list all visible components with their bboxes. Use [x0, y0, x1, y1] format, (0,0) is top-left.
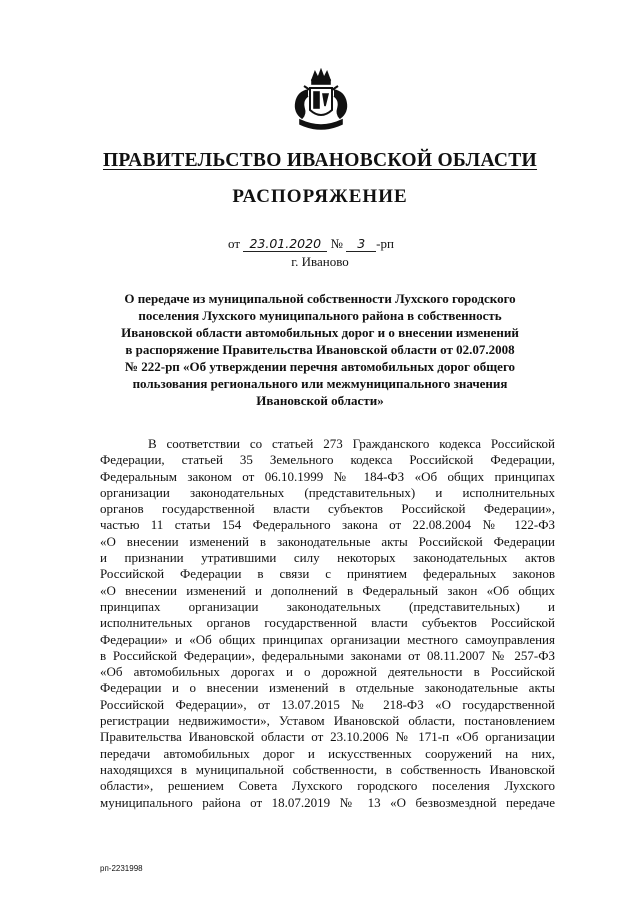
title-line: в распоряжение Правительства Ивановской области от 02.07.2008 — [125, 342, 515, 357]
body-line: области», решением Совета Лухского городского поселения Лухского — [100, 778, 555, 794]
date-number-line — [228, 236, 394, 252]
body-line: муниципального района от 18.07.2019 № 13 «О безвозмездной передаче — [100, 794, 555, 810]
document-title — [100, 290, 540, 409]
body-line: и признании утратившими силу некоторых законодательных актов — [100, 550, 555, 566]
document-date: 23.01.2020 — [243, 237, 327, 252]
body-line: Правительства Ивановской области от 23.10.2006 № 171-п «Об организации — [100, 729, 555, 745]
document-type: РАСПОРЯЖЕНИЕ — [232, 186, 408, 207]
body-line: В соответствии со статьей 273 Гражданского кодекса Российской — [148, 436, 555, 451]
body-line: Российской Федерации в связи с принятием федеральных законов — [100, 566, 555, 582]
footer-code: рп-2231998 — [100, 864, 143, 873]
date-prefix: от — [228, 236, 241, 251]
body-line: в Российской Федерации», федеральными законами от 08.11.2007 № 257-ФЗ — [100, 647, 555, 663]
document-number: 3 — [346, 237, 376, 252]
body-line: организации законодательных (представительных) и исполнительных — [100, 484, 555, 500]
body-line: Федерации» и «Об общих принципах организации местного самоуправления — [100, 631, 555, 647]
body-line: «О внесении изменений и дополнений в Федеральный закон «Об общих — [100, 582, 555, 598]
title-line: поселения Лухского муниципального района в собственность — [138, 308, 502, 323]
document-body — [100, 436, 555, 811]
number-suffix: -рп — [376, 236, 394, 251]
body-line: частью 11 статьи 154 Федерального закона от 22.08.2004 № 122-ФЗ — [100, 517, 555, 533]
title-line: № 222-рп «Об утверждении перечня автомобильных дорог общего — [124, 359, 516, 374]
body-line: Российской Федерации», от 13.07.2015 № 218-ФЗ «О государственной — [100, 696, 555, 712]
body-line: находящихся в муниципальной собственности, в собственность Ивановской — [100, 761, 555, 777]
title-line: пользования регионального или межмуниципального значения — [132, 376, 508, 391]
body-line: органов государственной власти субъектов Российской Федерации», — [100, 501, 555, 517]
body-line: Федеральным законом от 06.10.1999 № 184-ФЗ «Об общих принципах — [100, 468, 555, 484]
title-line: Ивановской области» — [256, 393, 384, 408]
body-line: передачи автомобильных дорог и искусственных сооружений на них, — [100, 745, 555, 761]
number-sign: № — [330, 236, 343, 251]
body-line: принципах организации законодательных (представительных) и — [100, 598, 555, 614]
city: г. Иваново — [291, 254, 349, 269]
body-line: регистрации недвижимости», Уставом Ивановской области, постановлением — [100, 713, 555, 729]
body-line: «О внесении изменений в законодательные акты Российской Федерации — [100, 533, 555, 549]
government-heading: ПРАВИТЕЛЬСТВО ИВАНОВСКОЙ ОБЛАСТИ — [102, 150, 538, 171]
title-line: О передаче из муниципальной собственности Лухского городского — [124, 291, 516, 306]
body-line: Федерации, статьей 35 Земельного кодекса Российской Федерации, — [100, 452, 555, 468]
body-line: исполнительных органов государственной власти субъектов Российской — [100, 615, 555, 631]
title-line: Ивановской области автомобильных дорог и о внесении изменений — [121, 325, 519, 340]
body-line: «Об автомобильных дорогах и о дорожной деятельности в Российской — [100, 664, 555, 680]
body-line: Федерации и о внесении изменений в отдельные законодательные акты — [100, 680, 555, 696]
coat-of-arms-icon — [290, 68, 352, 134]
